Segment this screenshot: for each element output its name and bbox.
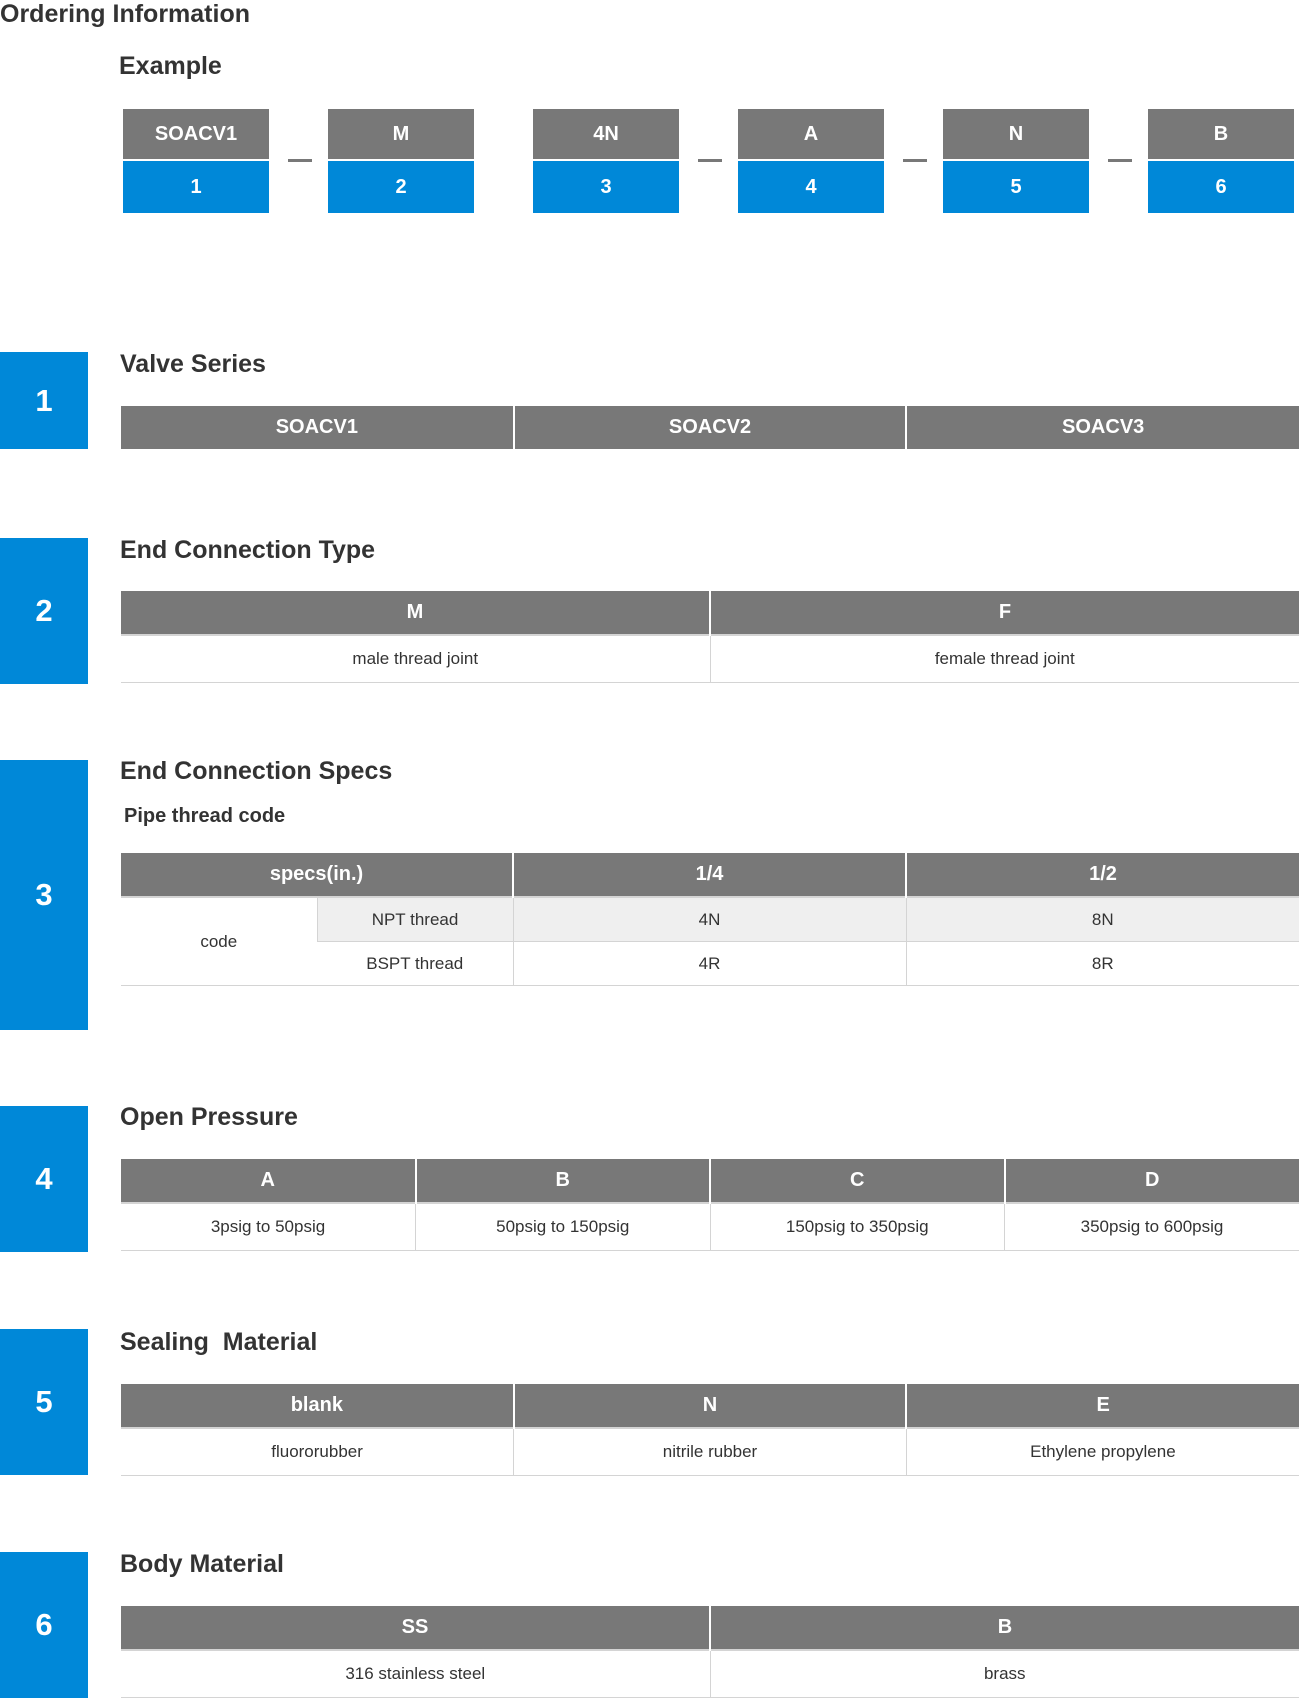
option-code: E: [906, 1384, 1299, 1428]
size-header: 1/4: [513, 853, 906, 897]
thread-code: 8N: [906, 897, 1299, 942]
option-code: B: [710, 1606, 1299, 1650]
example-code: SOACV1: [123, 109, 269, 159]
option-code: D: [1005, 1159, 1300, 1203]
section-number-5: 5: [0, 1329, 88, 1475]
option-description: 3psig to 50psig: [121, 1203, 416, 1251]
dash-separator: [1108, 159, 1132, 162]
example-segment-4: [738, 109, 884, 213]
example-code: B: [1148, 109, 1294, 159]
option-description: Ethylene propylene: [906, 1428, 1299, 1476]
section-title-valve-series: Valve Series: [120, 350, 266, 378]
option-description: nitrile rubber: [514, 1428, 907, 1476]
option-code: N: [514, 1384, 907, 1428]
section-number-3: 3: [0, 760, 88, 1030]
example-index: 3: [533, 161, 679, 213]
example-index: 6: [1148, 161, 1294, 213]
option-description: female thread joint: [710, 635, 1299, 683]
thread-type: BSPT thread: [317, 942, 513, 986]
dash-separator: [903, 159, 927, 162]
code-row-label: code: [121, 897, 317, 986]
option-code: blank: [121, 1384, 514, 1428]
option-code: F: [710, 591, 1299, 635]
example-index: 4: [738, 161, 884, 213]
end-connection-type-table: [121, 591, 1299, 683]
option-description: brass: [710, 1650, 1299, 1698]
example-code: N: [943, 109, 1089, 159]
example-index: 2: [328, 161, 474, 213]
example-title: Example: [119, 52, 222, 80]
option-description: 316 stainless steel: [121, 1650, 710, 1698]
option-description: fluororubber: [121, 1428, 514, 1476]
example-code: A: [738, 109, 884, 159]
valve-series-option: SOACV1: [121, 406, 514, 449]
option-code: A: [121, 1159, 416, 1203]
body-material-table: [121, 1606, 1299, 1698]
section-number-1: 1: [0, 352, 88, 449]
specs-header: specs(in.): [121, 853, 513, 897]
section-title-open-pressure: Open Pressure: [120, 1103, 298, 1131]
valve-series-option: SOACV3: [906, 406, 1299, 449]
option-description: 150psig to 350psig: [710, 1203, 1005, 1251]
open-pressure-table: [121, 1159, 1299, 1251]
size-header: 1/2: [906, 853, 1299, 897]
section-number-2: 2: [0, 538, 88, 684]
example-index: 5: [943, 161, 1089, 213]
thread-code: 4R: [513, 942, 906, 986]
thread-code: 8R: [906, 942, 1299, 986]
section-title-end-connection-type: End Connection Type: [120, 536, 376, 564]
sealing-material-table: [121, 1384, 1299, 1476]
option-description: male thread joint: [121, 635, 710, 683]
end-connection-specs-table: [121, 853, 1299, 986]
option-code: C: [710, 1159, 1005, 1203]
thread-type: NPT thread: [317, 897, 513, 942]
dash-separator: [288, 159, 312, 162]
example-segment-3: [533, 109, 679, 213]
option-description: 350psig to 600psig: [1005, 1203, 1300, 1251]
thread-code: 4N: [513, 897, 906, 942]
option-code: M: [121, 591, 710, 635]
example-segment-5: [943, 109, 1089, 213]
section-subtitle: Pipe thread code: [124, 805, 286, 827]
valve-series-table: [121, 406, 1299, 449]
option-description: 50psig to 150psig: [416, 1203, 711, 1251]
section-number-6: 6: [0, 1552, 88, 1698]
section-number-4: 4: [0, 1106, 88, 1252]
example-code: M: [328, 109, 474, 159]
section-title-body-material: Body Material: [120, 1550, 284, 1578]
dash-separator: [698, 159, 722, 162]
example-segment-6: [1148, 109, 1294, 213]
section-title-sealing-material: Sealing Material: [120, 1328, 318, 1356]
page-title: Ordering Information: [0, 0, 250, 28]
option-code: B: [416, 1159, 711, 1203]
option-code: SS: [121, 1606, 710, 1650]
example-segment-2: [328, 109, 474, 213]
example-index: 1: [123, 161, 269, 213]
valve-series-option: SOACV2: [514, 406, 907, 449]
section-title-end-connection-specs: End Connection Specs: [120, 757, 393, 785]
example-segment-1: [123, 109, 269, 213]
example-code: 4N: [533, 109, 679, 159]
